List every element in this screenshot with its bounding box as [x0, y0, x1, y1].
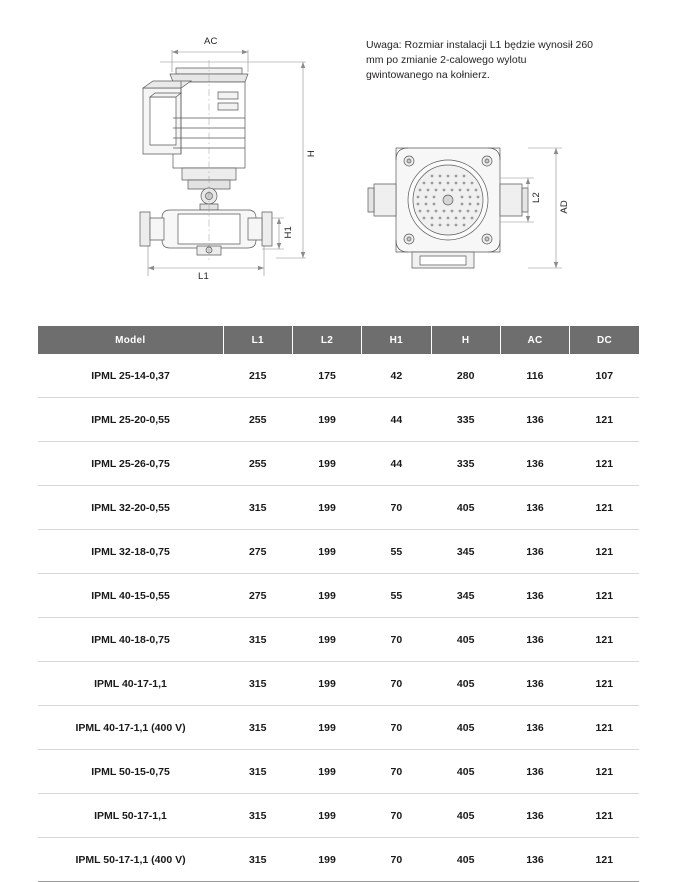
cell-l2: 199	[292, 750, 361, 794]
cell-h: 335	[431, 442, 500, 486]
diagram-area	[0, 0, 677, 300]
cell-dc: 121	[570, 706, 639, 750]
table-row	[38, 794, 639, 838]
column-header-l1: L1	[223, 326, 292, 354]
cell-model: IPML 40-17-1,1 (400 V)	[38, 706, 223, 750]
cell-h1: 44	[362, 398, 431, 442]
column-header-ac: AC	[500, 326, 569, 354]
cell-ac: 136	[500, 486, 569, 530]
installation-note: Uwaga: Rozmiar instalacji L1 będzie wynosił 260 mm po zmianie 2-calowego wylotu gwintowanego na kołnierz.	[366, 39, 594, 82]
cell-dc: 121	[570, 398, 639, 442]
cell-h1: 70	[362, 750, 431, 794]
cell-ac: 136	[500, 750, 569, 794]
cell-h: 335	[431, 398, 500, 442]
cell-dc: 121	[570, 662, 639, 706]
cell-h1: 70	[362, 662, 431, 706]
cell-l2: 175	[292, 354, 361, 398]
cell-model: IPML 25-14-0,37	[38, 354, 223, 398]
cell-dc: 121	[570, 530, 639, 574]
cell-h: 405	[431, 486, 500, 530]
cell-model: IPML 32-18-0,75	[38, 530, 223, 574]
cell-dc: 121	[570, 838, 639, 882]
cell-h1: 70	[362, 838, 431, 882]
cell-model: IPML 40-18-0,75	[38, 618, 223, 662]
cell-l1: 315	[223, 662, 292, 706]
table-row	[38, 662, 639, 706]
cell-h: 405	[431, 794, 500, 838]
dimension-label-ac: AC	[204, 36, 218, 47]
cell-l2: 199	[292, 530, 361, 574]
cell-model: IPML 25-26-0,75	[38, 442, 223, 486]
cell-ac: 136	[500, 838, 569, 882]
cell-model: IPML 50-17-1,1	[38, 794, 223, 838]
cell-model: IPML 40-17-1,1	[38, 662, 223, 706]
cell-ac: 116	[500, 354, 569, 398]
cell-l2: 199	[292, 574, 361, 618]
cell-h: 405	[431, 838, 500, 882]
cell-ac: 136	[500, 530, 569, 574]
cell-l2: 199	[292, 706, 361, 750]
cell-l1: 255	[223, 398, 292, 442]
cell-ac: 136	[500, 706, 569, 750]
cell-h1: 70	[362, 618, 431, 662]
column-header-dc: DC	[570, 326, 639, 354]
cell-l2: 199	[292, 662, 361, 706]
specifications-table	[38, 326, 639, 882]
table-row	[38, 574, 639, 618]
dimension-label-l2: L2	[531, 192, 542, 203]
table-row	[38, 486, 639, 530]
cell-model: IPML 40-15-0,55	[38, 574, 223, 618]
cell-l1: 315	[223, 838, 292, 882]
cell-l1: 215	[223, 354, 292, 398]
cell-l1: 315	[223, 750, 292, 794]
cell-h: 405	[431, 750, 500, 794]
cell-ac: 136	[500, 794, 569, 838]
cell-h: 345	[431, 574, 500, 618]
cell-l2: 199	[292, 618, 361, 662]
cell-h: 405	[431, 618, 500, 662]
cell-h1: 70	[362, 706, 431, 750]
cell-h: 280	[431, 354, 500, 398]
cell-ac: 136	[500, 442, 569, 486]
cell-l2: 199	[292, 486, 361, 530]
cell-dc: 121	[570, 750, 639, 794]
cell-ac: 136	[500, 398, 569, 442]
cell-h1: 70	[362, 794, 431, 838]
cell-l1: 255	[223, 442, 292, 486]
column-header-h1: H1	[362, 326, 431, 354]
cell-dc: 121	[570, 618, 639, 662]
cell-dc: 107	[570, 354, 639, 398]
cell-ac: 136	[500, 618, 569, 662]
cell-h: 405	[431, 706, 500, 750]
dimension-label-l1: L1	[198, 271, 209, 282]
table-row	[38, 530, 639, 574]
cell-model: IPML 50-17-1,1 (400 V)	[38, 838, 223, 882]
cell-h1: 55	[362, 530, 431, 574]
table-row	[38, 706, 639, 750]
cell-h1: 55	[362, 574, 431, 618]
cell-l2: 199	[292, 442, 361, 486]
cell-l1: 315	[223, 794, 292, 838]
specifications-table-wrapper	[38, 326, 639, 882]
cell-l1: 275	[223, 574, 292, 618]
column-header-h: H	[431, 326, 500, 354]
cell-ac: 136	[500, 574, 569, 618]
cell-model: IPML 25-20-0,55	[38, 398, 223, 442]
dimension-label-h1: H1	[283, 226, 294, 239]
cell-dc: 121	[570, 442, 639, 486]
cell-l1: 315	[223, 618, 292, 662]
column-header-model: Model	[38, 326, 223, 354]
cell-l2: 199	[292, 398, 361, 442]
cell-h: 405	[431, 662, 500, 706]
cell-l1: 315	[223, 486, 292, 530]
cell-ac: 136	[500, 662, 569, 706]
table-row	[38, 838, 639, 882]
cell-h1: 42	[362, 354, 431, 398]
table-row	[38, 398, 639, 442]
cell-l2: 199	[292, 794, 361, 838]
dimension-label-ad: AD	[559, 200, 570, 214]
table-row	[38, 354, 639, 398]
table-header-row	[38, 326, 639, 354]
cell-l1: 315	[223, 706, 292, 750]
table-row	[38, 442, 639, 486]
cell-dc: 121	[570, 574, 639, 618]
cell-model: IPML 32-20-0,55	[38, 486, 223, 530]
cell-h1: 44	[362, 442, 431, 486]
cell-l2: 199	[292, 838, 361, 882]
column-header-l2: L2	[292, 326, 361, 354]
cell-l1: 275	[223, 530, 292, 574]
table-row	[38, 750, 639, 794]
table-row	[38, 618, 639, 662]
cell-h1: 70	[362, 486, 431, 530]
cell-dc: 121	[570, 794, 639, 838]
cell-model: IPML 50-15-0,75	[38, 750, 223, 794]
cell-dc: 121	[570, 486, 639, 530]
cell-h: 345	[431, 530, 500, 574]
dimension-label-h: H	[306, 150, 317, 158]
